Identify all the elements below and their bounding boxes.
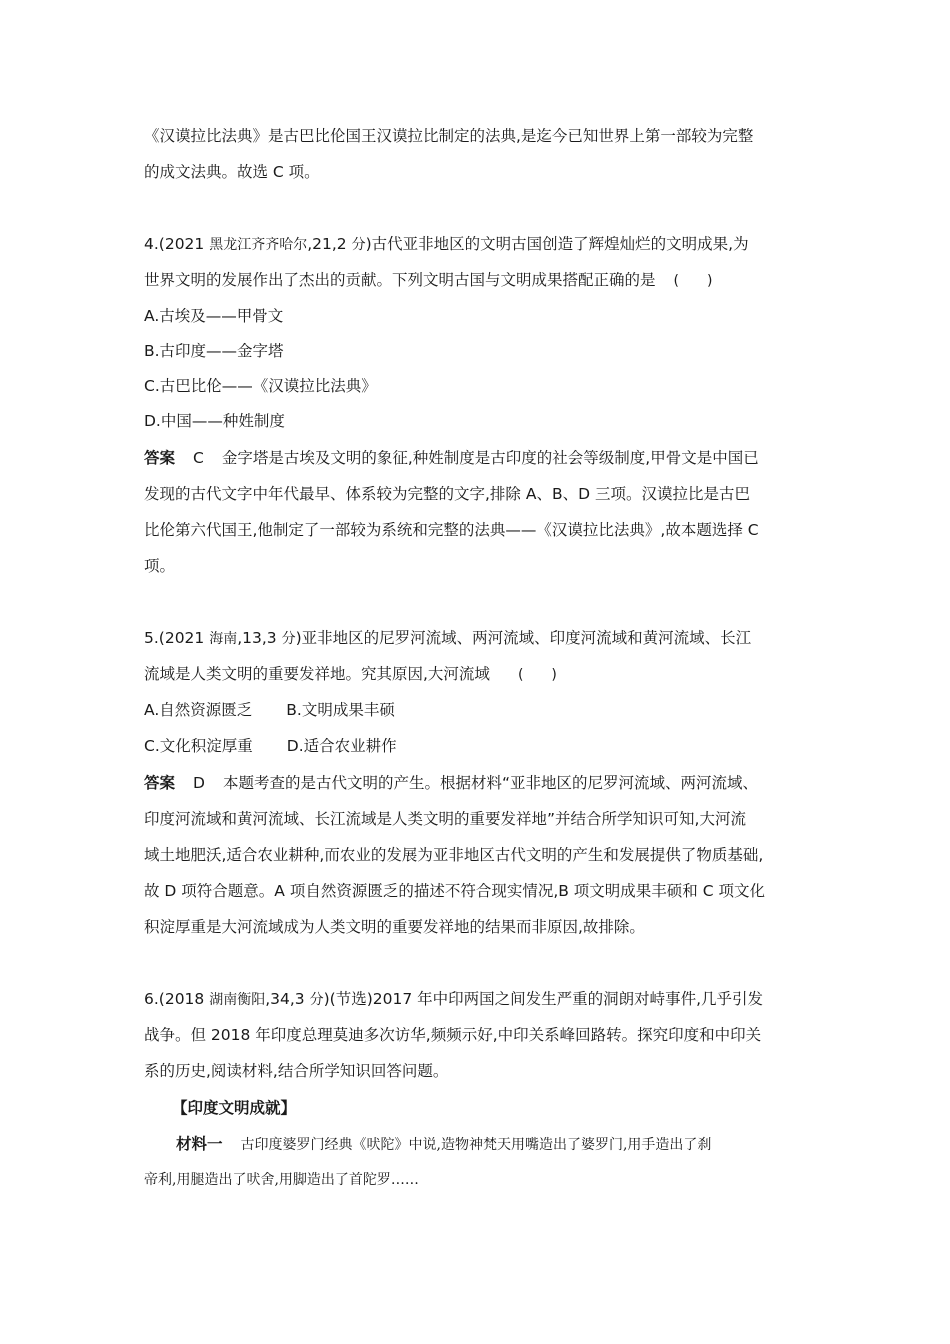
q4-stem-part-1: )古代亚非地区的文明古国创造了辉煌灿烂的文明成果,为 <box>365 235 749 253</box>
q6-stem-line-2: 战争。但 2018 年印度总理莫迪多次访华,频频示好,中印关系峰回路转。探究印度和中印关 <box>144 1026 762 1044</box>
q4-explanation-3: 比伦第六代国王,他制定了一部较为系统和完整的法典——《汉谟拉比法典》,故本题选择 C <box>144 521 759 539</box>
q5-explanation-2: 印度河流域和黄河流域、长江流域是人类文明的重要发祥地”并结合所学知识可知,大河流 <box>144 810 746 828</box>
q5-answer-bracket: ( ) <box>517 667 557 683</box>
q5-option-c: C.文化积淀厚重 <box>144 737 253 755</box>
material-1-line-1 <box>176 1134 711 1155</box>
q4-stem-line-1 <box>144 234 749 255</box>
q5-source: 海南 <box>209 631 238 647</box>
q5-options-row-2 <box>144 736 397 756</box>
q5-number-tail: ,13,3 <box>237 629 282 647</box>
q5-stem-line-2 <box>144 664 557 685</box>
q5-stem-part-2: 流域是人类文明的重要发祥地。究其原因,大河流域 <box>144 665 490 683</box>
q4-explanation-2: 发现的古代文字中年代最早、体系较为完整的文字,排除 A、B、D 三项。汉谟拉比是古巴 <box>144 485 750 503</box>
q4-option-c: C.古巴比伦——《汉谟拉比法典》 <box>144 377 377 395</box>
q4-explanation-1: 金字塔是古埃及文明的象征,种姓制度是古印度的社会等级制度,甲骨文是中国已 <box>221 449 759 467</box>
q5-stem-part-1: )亚非地区的尼罗河流域、两河流域、印度河流域和黄河流域、长江 <box>295 629 752 647</box>
q4-stem-part-2: 世界文明的发展作出了杰出的贡献。下列文明古国与文明成果搭配正确的是 <box>144 271 656 289</box>
q5-option-d: D.适合农业耕作 <box>286 737 397 755</box>
q4-fen: 分 <box>351 237 366 253</box>
q6-fen: 分 <box>309 992 324 1008</box>
material-1-text-1: 古印度婆罗门经典《吠陀》中说,造物神梵天用嘴造出了婆罗门,用手造出了刹 <box>240 1137 712 1153</box>
q5-number: 5.(2021 <box>144 629 210 647</box>
q5-answer-value: D <box>193 774 205 792</box>
q6-number: 6.(2018 <box>144 990 210 1008</box>
q4-answer-bracket: ( ) <box>673 273 713 289</box>
q6-stem-line-1 <box>144 989 763 1010</box>
q5-option-b: B.文明成果丰硕 <box>286 701 395 719</box>
material-label: 材料一 <box>176 1135 223 1153</box>
q4-answer-value: C <box>193 449 204 467</box>
q6-source: 湖南衡阳 <box>209 992 266 1008</box>
q4-source: 黑龙江齐齐哈尔 <box>209 237 308 253</box>
q6-stem-part-1: )(节选)2017 年中印两国之间发生严重的洞朗对峙事件,几乎引发 <box>323 990 764 1008</box>
q5-answer-line <box>144 773 758 793</box>
q5-explanation-4: 故 D 项符合题意。A 项自然资源匮乏的描述不符合现实情况,B 项文明成果丰硕和 C 项文化 <box>144 882 765 900</box>
q3-explanation-line-2: 的成文法典。故选 C 项。 <box>144 163 320 181</box>
q5-explanation-1: 本题考查的是古代文明的产生。根据材料“亚非地区的尼罗河流域、两河流域、 <box>222 774 758 792</box>
q5-answer-label: 答案 <box>144 774 176 792</box>
q4-option-d: D.中国——种姓制度 <box>144 412 285 430</box>
q5-fen: 分 <box>281 631 296 647</box>
q5-option-a: A.自然资源匮乏 <box>144 701 253 719</box>
q4-option-b: B.古印度——金字塔 <box>144 342 284 360</box>
q6-number-tail: ,34,3 <box>265 990 310 1008</box>
q5-explanation-3: 域土地肥沃,适合农业耕种,而农业的发展为亚非地区古代文明的产生和发展提供了物质基础, <box>144 846 764 864</box>
q4-answer-line <box>144 448 759 468</box>
q5-options-row-1 <box>144 700 395 720</box>
material-1-line-2: 帝利,用腿造出了吠舍,用脚造出了首陀罗…… <box>144 1172 419 1188</box>
section-heading: 【印度文明成就】 <box>172 1099 297 1117</box>
q5-stem-line-1 <box>144 628 751 649</box>
q4-number: 4.(2021 <box>144 235 210 253</box>
q4-number-tail: ,21,2 <box>307 235 352 253</box>
q4-explanation-4: 项。 <box>144 557 176 575</box>
q5-explanation-5: 积淀厚重是大河流域成为人类文明的重要发祥地的结果而非原因,故排除。 <box>144 918 645 936</box>
q4-stem-line-2 <box>144 270 712 291</box>
q4-answer-label: 答案 <box>144 449 176 467</box>
q3-explanation-line-1: 《汉谟拉比法典》是古巴比伦国王汉谟拉比制定的法典,是迄今已知世界上第一部较为完整 <box>144 127 754 145</box>
q4-option-a: A.古埃及——甲骨文 <box>144 307 284 325</box>
q6-stem-line-3: 系的历史,阅读材料,结合所学知识回答问题。 <box>144 1062 449 1080</box>
